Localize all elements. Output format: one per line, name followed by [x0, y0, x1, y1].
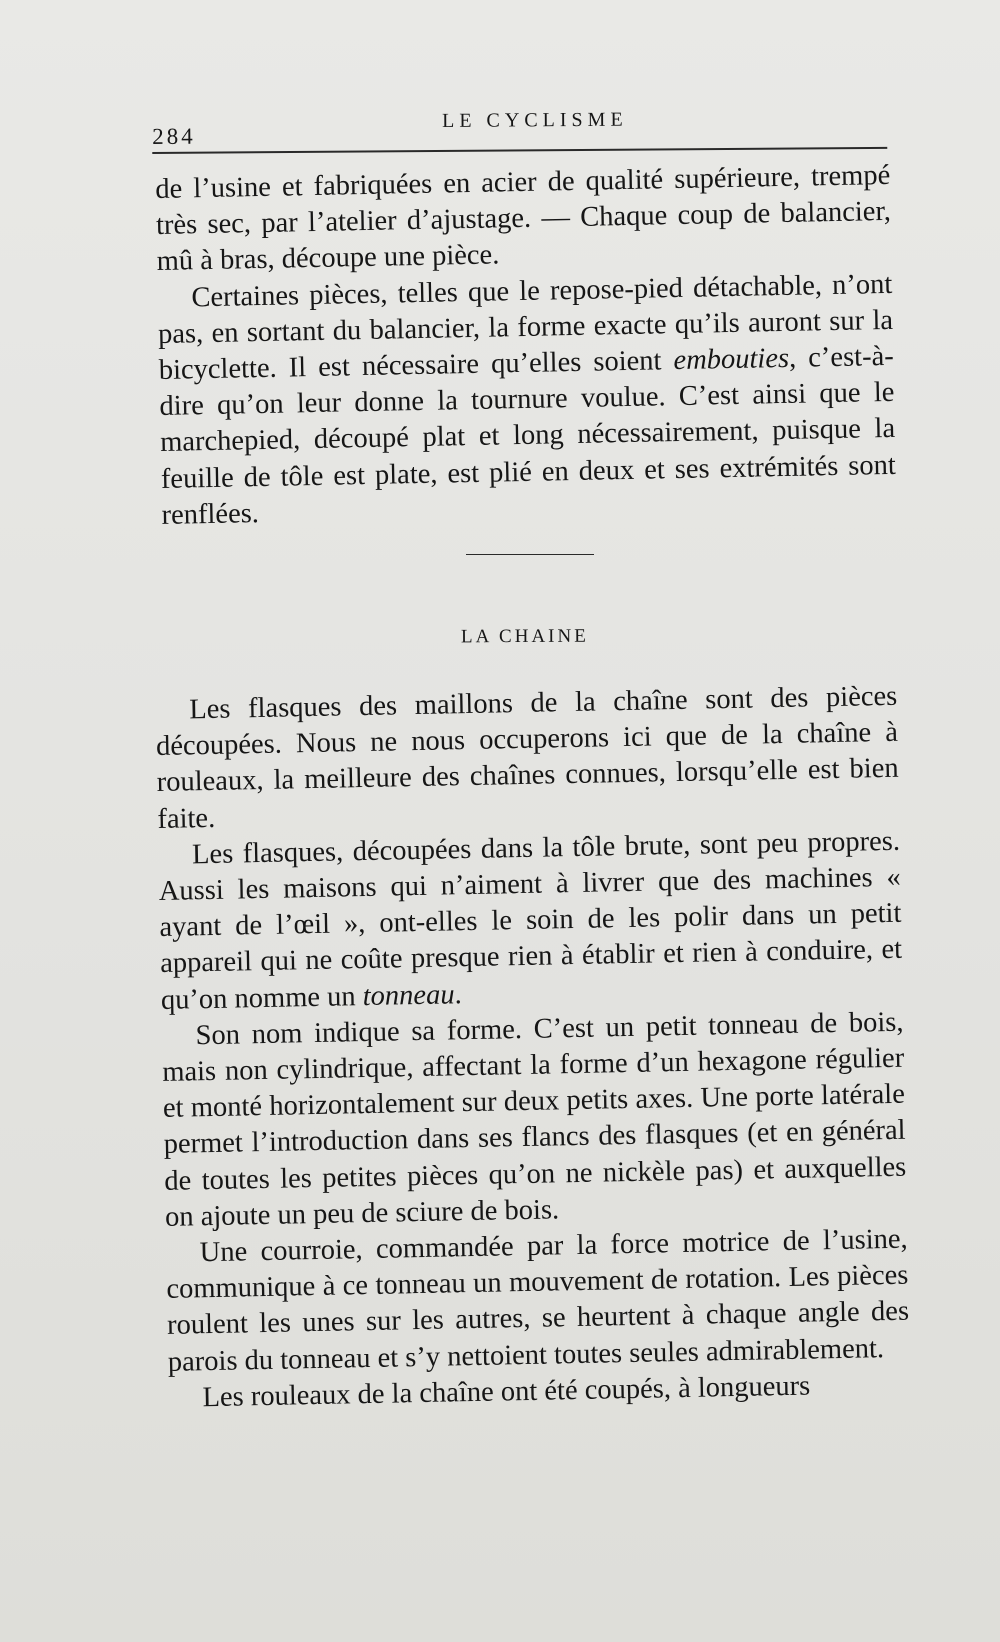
paragraph-text: Certaines pièces, telles que le repose-pied détachable, n’ont pas, en sortant du balancier, la forme exacte qu’ils auront sur la bicyclette. Il est nécessaire qu’elles soient	[157, 268, 894, 386]
page-number: 284	[152, 123, 196, 149]
paragraph-text: , c’est-à-dire qu’on leur donne la tournure voulue. C’est ainsi que le marchepied, découpé plat et long nécessairement, puisque la feuille de tôle est plate, est plié en deux et ses extrémités sont renflées.	[159, 340, 897, 531]
paragraph-continued: de l’usine et fabriquées en acier de qualité supérieure, trempé très sec, par l’atelier d’ajustage. — Chaque coup de balancier, mû à bras, découpe une pièce.	[155, 159, 892, 278]
text-block-top	[155, 158, 897, 534]
page-header	[152, 107, 887, 152]
paragraph-certaines-pieces	[157, 266, 897, 533]
section-heading: LA CHAINE	[460, 625, 589, 648]
italic-term-tonneau: tonneau	[362, 978, 455, 1012]
paragraph-flasques: Les flasques des maillons de la chaîne sont des pièces découpées. Nous ne nous occuperons ici que de la chaîne à rouleaux, la meilleure des chaînes connues, lorsqu’elle est bien faite.	[155, 680, 899, 835]
italic-term-embouties: embouties	[673, 342, 790, 377]
paragraph-text: .	[454, 978, 462, 1010]
paragraph-rouleaux: Les rouleaux de la chaîne ont été coupés, à longueurs	[202, 1370, 811, 1414]
paragraph-tonneau	[158, 824, 903, 1019]
section-divider	[466, 554, 594, 555]
paragraph-text: Les flasques, découpées dans la tôle brute, sont peu propres. Aussi les maisons qui n’aiment à livrer que des machines « ayant de l’œil », ont-elles le soin de les polir dans un petit appareil qui ne coûte presque rien à établir et rien à conduire, et qu’on nomme un	[158, 825, 903, 1016]
text-block-chaine	[155, 679, 911, 1417]
paragraph-son-nom: Son nom indique sa forme. C’est un petit tonneau de bois, mais non cylindrique, affectant la forme d’un hexagone régulier et monté horizontalement sur deux petits axes. Une porte latérale permet l’introduction dans ses flancs des flasques (et en général de toutes les petites pièces qu’on ne nickèle pas) et auxquelles on ajoute un peu de sciure de bois.	[161, 1006, 907, 1233]
running-title: LE CYCLISME	[441, 108, 628, 132]
header-rule	[152, 147, 887, 154]
paragraph-courroie: Une courroie, commandée par la force motrice de l’usine, communique à ce tonneau un mouvement de rotation. Les pièces roulent les unes sur les autres, se heurtent à chaque angle des parois du tonneau et s’y nettoient toutes seules admirablement.	[166, 1223, 910, 1378]
